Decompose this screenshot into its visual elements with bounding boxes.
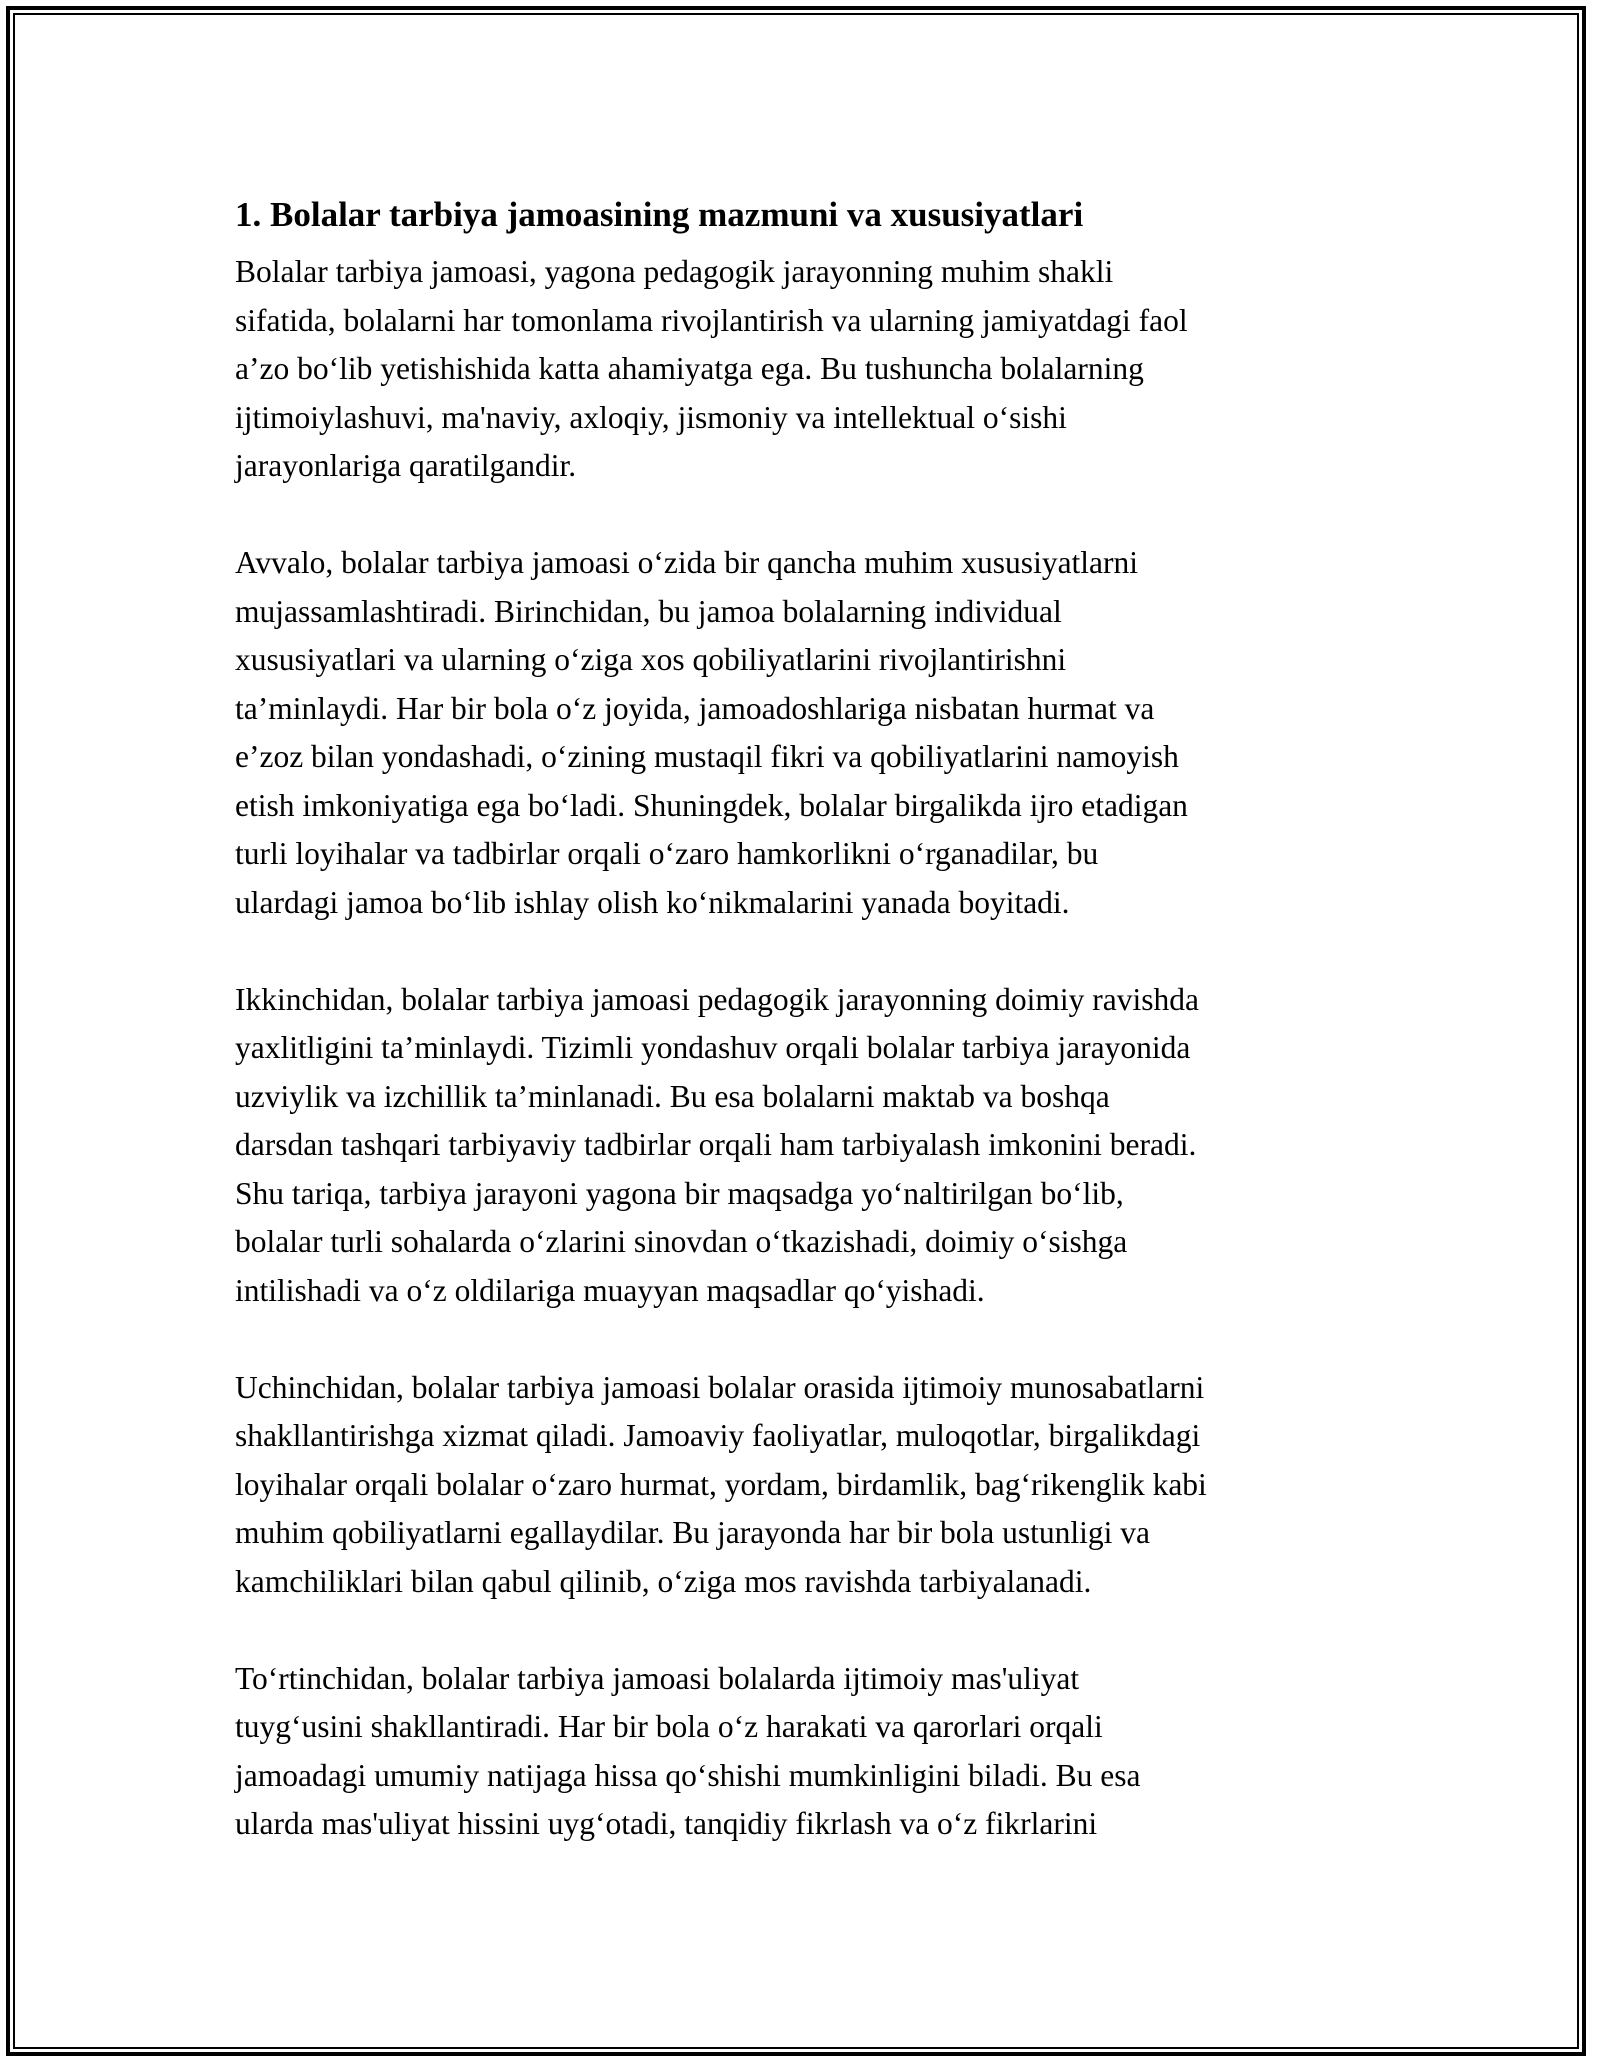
text-line: To‘rtinchidan, bolalar tarbiya jamoasi bolalarda ijtimoiy mas'uliyat — [235, 1660, 1080, 1696]
text-line: a’zo bo‘lib yetishishida katta ahamiyatga ega. Bu tushuncha bolalarning — [235, 351, 1144, 386]
text-line: turli loyihalar va tadbirlar orqali o‘zaro hamkorlikni o‘rganadilar, bu — [235, 836, 1099, 871]
text-line: muhim qobiliyatlarni egallaydilar. Bu jarayonda har bir bola ustunligi va — [235, 1515, 1151, 1550]
text-line: sifatida, bolalarni har tomonlama rivojlantirish va ularning jamiyatdagi faol — [235, 302, 1188, 338]
text-line: shakllantirishga xizmat qiladi. Jamoaviy faoliyatlar, muloqotlar, birgalikdagi — [235, 1418, 1201, 1453]
text-line: Avvalo, bolalar tarbiya jamoasi o‘zida bir qancha muhim xususiyatlarni — [235, 545, 1139, 580]
paragraph — [235, 539, 1375, 927]
text-line: etish imkoniyatiga ega bo‘ladi. Shuningdek, bolalar birgalikda ijro etadigan — [235, 787, 1188, 823]
text-line: intilishadi va o‘z oldilariga muayyan maqsadlar qo‘yishadi. — [235, 1272, 985, 1308]
paragraph — [235, 1655, 1375, 1849]
section-heading: 1. Bolalar tarbiya jamoasining mazmuni va xususiyatlari — [235, 195, 1084, 234]
text-line: mujassamlashtiradi. Birinchidan, bu jamoa bolalarning individual — [235, 593, 1062, 629]
text-line: jamoadagi umumiy natijaga hissa qo‘shishi mumkinligini biladi. Bu esa — [235, 1757, 1141, 1793]
text-line: loyihalar orqali bolalar o‘zaro hurmat, yordam, birdamlik, bag‘rikenglik kabi — [235, 1466, 1207, 1502]
text-line: ijtimoiylashuvi, ma'naviy, axloqiy, jismoniy va intellektual o‘sishi — [235, 399, 1067, 435]
text-line: Shu tariqa, tarbiya jarayoni yagona bir maqsadga yo‘naltirilgan bo‘lib, — [235, 1175, 1124, 1211]
paragraph — [235, 1364, 1375, 1607]
document-body — [235, 186, 1375, 1897]
text-line: ulardagi jamoa bo‘lib ishlay olish ko‘nikmalarini yanada boyitadi. — [235, 884, 1070, 920]
text-line: tuyg‘usini shakllantiradi. Har bir bola o‘z harakati va qarorlari orqali — [235, 1709, 1103, 1744]
text-line: uzviylik va izchillik ta’minlanadi. Bu esa bolalarni maktab va boshqa — [235, 1078, 1110, 1114]
text-line: darsdan tashqari tarbiyaviy tadbirlar orqali ham tarbiyalash imkonini beradi. — [235, 1127, 1197, 1162]
text-line: kamchiliklari bilan qabul qilinib, o‘ziga mos ravishda tarbiyalanadi. — [235, 1563, 1092, 1599]
paragraphs-container — [235, 248, 1375, 1849]
text-line: ularda mas'uliyat hissini uyg‘otadi, tanqidiy fikrlash va o‘z fikrlarini — [235, 1806, 1098, 1841]
text-line: xususiyatlari va ularning o‘ziga xos qobiliyatlarini rivojlantirishni — [235, 642, 1067, 677]
paragraph — [235, 248, 1375, 491]
text-line: jarayonlariga qaratilgandir. — [235, 448, 577, 483]
text-line: Bolalar tarbiya jamoasi, yagona pedagogik jarayonning muhim shakli — [235, 254, 1114, 289]
text-line: Uchinchidan, bolalar tarbiya jamoasi bolalar orasida ijtimoiy munosabatlarni — [235, 1369, 1205, 1405]
text-line: yaxlitligini ta’minlaydi. Tizimli yondashuv orqali bolalar tarbiya jarayonida — [235, 1030, 1191, 1065]
paragraph — [235, 976, 1375, 1316]
text-line: e’zoz bilan yondashadi, o‘zining mustaqil fikri va qobiliyatlarini namoyish — [235, 739, 1179, 774]
text-line: Ikkinchidan, bolalar tarbiya jamoasi pedagogik jarayonning doimiy ravishda — [235, 981, 1199, 1017]
text-line: bolalar turli sohalarda o‘zlarini sinovdan o‘tkazishadi, doimiy o‘sishga — [235, 1224, 1128, 1259]
text-line: ta’minlaydi. Har bir bola o‘z joyida, jamoadoshlariga nisbatan hurmat va — [235, 690, 1155, 726]
